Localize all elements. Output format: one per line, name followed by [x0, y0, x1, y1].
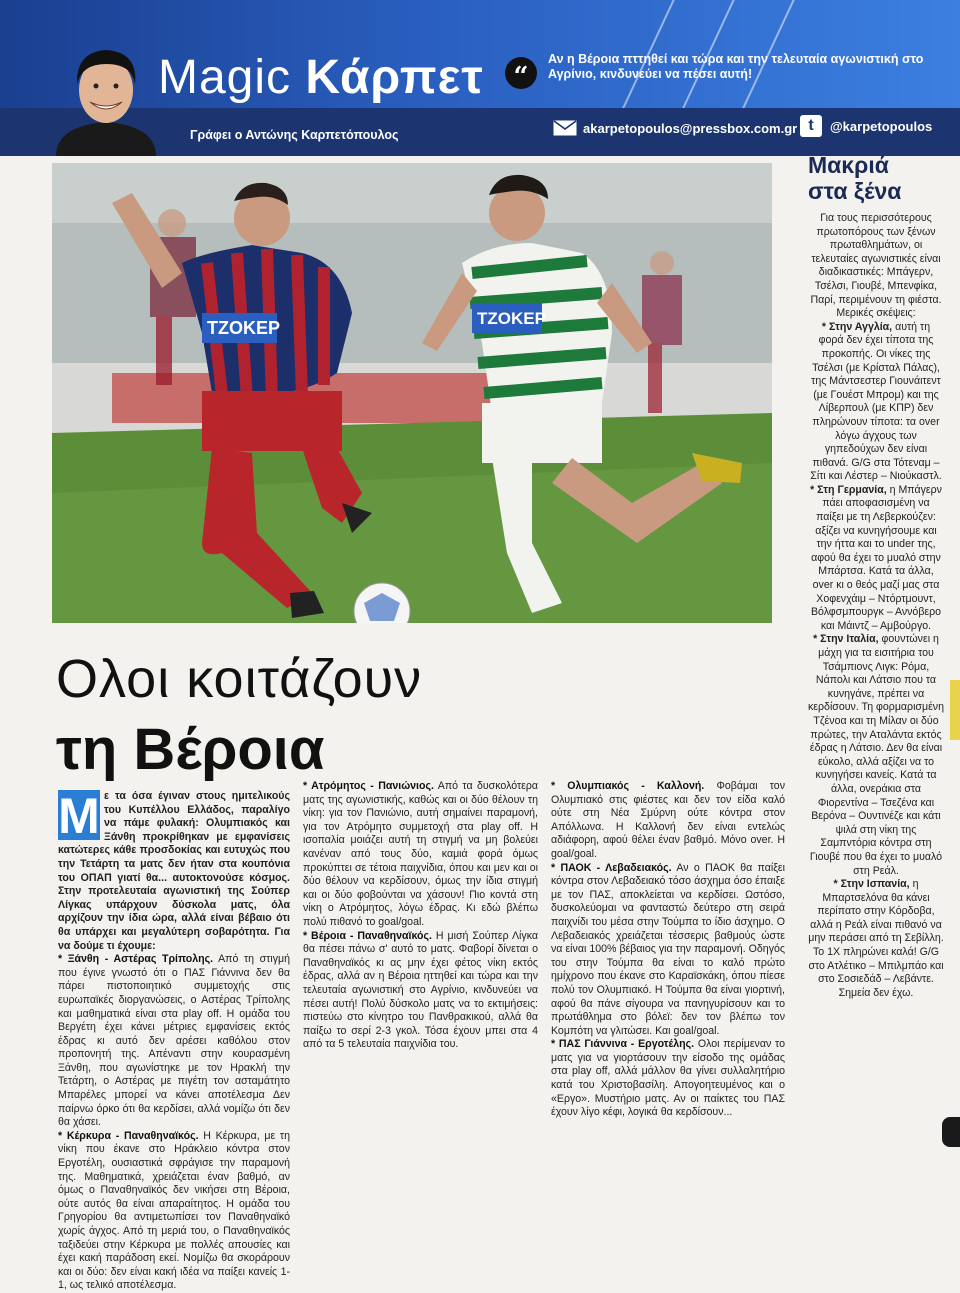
right-player-sponsor: ΤΖΟΚΕΡ [477, 309, 546, 328]
article-column-1 [58, 790, 290, 1293]
article-paragraph [303, 930, 538, 1052]
article-paragraph [58, 953, 290, 1130]
paragraph-text: Από τη στιγμή που έγινε γνωστό ότι ο ΠΑΣ Γιάννινα δεν θα πάρει πιστοποιητικό συμμετοχής στις ευρωπαϊκές διοργανώσεις, ο Αστέρας Τρίπολης και μαθηματικά είναι στα play off. Η ομάδα του Βεργέτη έχει κάνει μέτριες εμφανίσεις εκτός έδρας κι αυτό δεν αρέσει καθόλου στον προπονητή της. Απέναντι στην κουρασμένη Ξάνθη, που αγωνίστηκε με τον Ηρακλή την Τετάρτη, ο Αστέρας με πιγέτη τον ασταμάτητο Μπαρέλες μπορεί να κάνει αποτέλεσμα Δεν παίρνω όρκο ότι θα κερδίσει, αλλά νομίζω ότι δεν θα χάσει. [58, 953, 291, 1129]
article-column-3 [551, 780, 785, 1120]
sidebar-paragraph [808, 878, 944, 1000]
sidebar-paragraph-title: * Στην Ισπανία, [833, 878, 910, 891]
sidebar-paragraph-text: αυτή τη φορά δεν έχει τίποτα της προκοπής. Οι νίκες της Τσέλσι (με Κρίσταλ Πάλας), της Μάντσεστερ Γιουνάιτεντ (με Γουέστ Μπρομ) και της Λίβερπουλ (με ΚΠΡ) δεν πληρώνουν τίποτα: τα over λόγω άγχους των γηπεδούχων δεν είναι πιθανά. G/G στα Τότεναμ – Σίτι και Λέστερ – Νιούκαστλ. [810, 320, 942, 483]
sidebar-paragraph [808, 484, 944, 634]
paragraph-title: * Ολυμπιακός - Καλλονή. [551, 780, 705, 792]
match-photo [52, 163, 772, 623]
article-paragraph [303, 780, 538, 930]
sidebar-paragraph-title: * Στην Αγγλία, [821, 320, 893, 333]
sidebar-intro: Για τους περισσότερους πρωτοπόρους των ξένων πρωταθλημάτων, οι τελευταίες αγωνιστικές είναι διαδικαστικές: Μπάγερν, Τσέλσι, Γιουβέ, Μπενφίκα, Παρί, περιμένουν τη φιέστα. Μερικές σκέψεις: [810, 212, 942, 320]
quote-icon: “ [505, 57, 537, 89]
sidebar-paragraph-text: η Μπαρτσελόνα θα κάνει περίπατο στην Κόρδοβα, αλλά η Ρεάλ είναι πιθανό να μην περάσει από τη Σεβίλλη. Το 1X πληρώνει καλά! G/G στο Ατλέτικο – Μπιλμπάο και στο Σοσιεδάδ – Λεβάντε. Σημεία δεν έχω. [808, 878, 944, 999]
column-brand [158, 50, 484, 105]
paragraph-title: * Κέρκυρα - Παναθηναϊκός. [58, 1129, 199, 1142]
article-paragraph [551, 1038, 785, 1120]
envelope-icon [553, 120, 577, 136]
page-edge-marker [950, 680, 960, 740]
twitter-handle: @karpetopoulos [830, 118, 933, 134]
sidebar-paragraph-text: η Μπάγερν πάει αποφασισμένη να παίξει με τη Λεβερκούζεν: αξίζει να κυνηγήσουμε και την ήττα και το under της, αφού θα έχει το μυαλό στην Μπάρτσα. Κατά τα άλλα, over κι ο θεός μαζί μας στα Χοφενχάιμ – Ντόρτμουντ, Βόλφσμπουργκ – Αννόβερο και Μάιντζ – Αμβούργο. [810, 483, 942, 632]
drop-cap: Μ [58, 788, 100, 844]
columnist-photo [46, 40, 166, 156]
paragraph-text: Φοβάμαι τον Ολυμπιακό στις φιέστες και δεν τον είδα καλό ούτε στη Νέα Σμύρνη ούτε κόντρα στον Απόλλωνα. Η Καλλονή δεν είναι εντελώς αδιάφορη, αφού θέλει έναν βαθμό. Μόνο over. Η goal/goal. [551, 780, 785, 860]
paragraph-title: * Ξάνθη - Αστέρας Τρίπολης. [58, 953, 214, 966]
sidebar-text [808, 212, 944, 1000]
article-paragraph [551, 780, 785, 862]
paragraph-title: * Βέροια - Παναθηναϊκός. [303, 929, 432, 942]
twitter-icon: t [800, 115, 822, 137]
sidebar-title [808, 152, 901, 204]
paragraph-text: Από τα δυσκολότερα ματς της αγωνιστικής, καθώς και οι δύο θέλουν τη νίκη: για τον Πανιώνιο, αυτή σημαίνει παραμονή, για τον Ατρόμητο συμμετοχή στα play off. Η ισοπαλία μοιάζει αυτή τη στιγμή να μη βολεύει κανέναν από τους δύο, καμιά φορά όμως προκύπτει σε τέτοια παιχνίδια, όπου και μεν και οι δύο θέλουν να κερδίσουν, όμως την ίδια στιγμή και οι δύο φοβούνται να χάσουν! Πιο κοντά στη νίκη ο Ατρόμητος, λόγω έδρας. Κι εδώ βλέπω πολύ πιθανό το goal/goal. [303, 780, 539, 928]
paragraph-text: Η Κέρκυρα, με τη νίκη που έκανε στο Ηράκλειο κόντρα στον Εργοτέλη, ουσιαστικά σφράγισε την παραμονή της. Μαθηματικά, χρειάζεται έναν βαθμό, αν όμως ο Παναθηναϊκός δεν νικήσει στη Βέροια, ούτε αυτός θα είναι απαραίτητος. Η ομάδα του Γρηγορίου θα αντιμετωπίσει τον Παναθηναϊκό χωρίς άγχος. Από τη μεριά του, ο Παναθηναϊκός ταξιδεύει στην Κέρκυρα με πολλές απουσίες και έχει κακή παράδοση εκεί. Νομίζω θα σκοράρουν και οι δύο: δεν είναι κακή ιδέα να παίξει κανείς 1-1, ως τελικό αποτέλεσμα. [58, 1129, 291, 1292]
headline-line-2: τη Βέροια [56, 717, 325, 782]
paragraph-title: * ΠΑΟΚ - Λεβαδειακός. [551, 861, 672, 874]
byline: Γράφει ο Αντώνης Καρπετόπουλος [190, 128, 399, 142]
headline-line-1: Ολοι κοιτάζουν [56, 649, 423, 709]
sidebar-paragraph [808, 321, 944, 484]
sidebar-paragraph-title: * Στην Ιταλία, [813, 633, 879, 646]
article-lead: ε τα όσα έγιναν στους ημιτελικούς του Κυπέλλου Ελλάδος, παραλίγο να πάμε φυλακή: Ολυμπιακός και Ξάνθη προκρίθηκαν με εμφανίσεις κατώτερες κάθε προσδοκίας και ευτυχώς που την Τετάρτη τα ματς δεν ήταν στα κουπόνια του ΟΠΑΠ γιατί θα... αυτοκτονούσε κόσμος. Στην προτελευταία αγωνιστική της Σούπερ Λίγκας υπάρχουν δύσκολα ματς, όλα αρχίζουν την ίδια ώρα, αλλά είναι βέβαιο ότι θα υπάρχει και μεγαλύτερη σοβαρότητα. Για να δούμε τι έχουμε: [58, 790, 290, 952]
article-paragraph [551, 862, 785, 1039]
sidebar-title-line-1: Μακριά [808, 152, 889, 178]
sidebar-paragraph-title: * Στη Γερμανία, [810, 483, 887, 496]
brand-bold-text: Κάρπετ [305, 51, 484, 104]
sidebar-paragraph-text: φουντώνει η μάχη για τα εισιτήρια του Τσάμπιονς Λιγκ: Ρόμα, Νάπολι και Λάτσιο που τα κυνηγάνε, πρέπει να κερδίσουν. Τη φορμαρισμένη Τζένοα και τη Μίλαν οι δύο πρώτες, την Αταλάντα εκτός έδρας η Λάτσιο. Δεν θα είναι εύκολο, αλλά αξίζει να το κυνηγήσει κανείς. Κατά τα άλλα, ονεράκια στα Φιορεντίνα – Τσεζένα και Βερόνα – Ουντινέζε και κάτι ψιλά στη νίκη της Σαμπντόρια κόντρα στη Γιουβέ που θα έχει το μυαλό στη Ρεάλ. [808, 633, 944, 877]
paragraph-title: * ΠΑΣ Γιάννινα - Εργοτέλης. [551, 1038, 695, 1051]
paragraph-title: * Ατρόμητος - Πανιώνιος. [303, 780, 434, 792]
sidebar-title-line-2: στα ξένα [808, 178, 902, 204]
article-paragraph [58, 1130, 290, 1293]
twitter-contact [800, 115, 932, 137]
paragraph-text: Αν ο ΠΑΟΚ θα παίξει κόντρα στον Λεβαδειακό τόσο άσχημα όσο έπαιξε με τον ΠΑΣ, αποκλείεται να κερδίσει. Ωστόσο, δυσκολεύομαι να φανταστώ δεύτερο στη σειρά παιχνίδι του μέσα στην Τούμπα το ίδιο άσχημο. Ο Λεβαδειακός χρειάζεται τέσσερις βαθμούς ώστε να είναι 100% βέβαιος για την παραμονή. Οδηγός του στην Τούμπα θα είναι το καλό πρώτο ημίχρονο που έκανε στο Καραϊσκάκη, όπου πίεσε πολύ τον Ολυμπιακό. Η Τούμπα θα είναι γιορτινή, αφού θα πάνε σίγουρα να πανηγυρίσουν και το πρωτάθλημα στο βόλεϊ: δεν τον βλέπω τον Κομπότη να γλιτώσει. Και goal/goal. [551, 861, 786, 1037]
left-player-sponsor: ΤΖΟΚΕΡ [207, 318, 281, 338]
page-tab [942, 1117, 960, 1147]
email-text: akarpetopoulos@pressbox.com.gr [583, 120, 798, 136]
paragraph-text: Ολοι περίμεναν το ματς για να γιορτάσουν την είσοδο της ομάδας στα play off, αλλά μάλλον θα γίνει συλλαλητήριο κατά του Χριστοβασίλη. Απογοητευμένος και ο «Εργο». Μυστήριο ματς. Αν οι παίκτες του ΠΑΣ έχουν λίγο κέφι, λογικά θα κερδίσουν... [551, 1038, 785, 1119]
paragraph-text: Η μισή Σούπερ Λίγκα θα πέσει πάνω σ' αυτό το ματς. Φαβορί δίνεται ο Παναθηναϊκός κι ας μην έχει φέτος νίκη εκτός έδρας, αλλά αν η Βέροια ηττηθεί και τώρα και την τελευταία αγωνιστική στο Αγρίνιο, κινδυνεύει να πέσει αυτή! Πολύ δύσκολο ματς να το εκτιμήσεις: πιστεύω στο κίνητρο του Πανθρακικού, αλλά θα παίξω το σερί 2-3 γκολ. Τόσα έχουν μπει στα 4 από τα 5 τελευταία παιχνίδια του. [303, 929, 539, 1051]
pull-quote: Αν η Βέροια πττηθεί και τώρα και την τελευταία αγωνιστική στο Αγρίνιο, κινδυνεύει να πέσει αυτή! [548, 52, 924, 81]
brand-light-text: Magic [158, 51, 292, 104]
sidebar-paragraph [808, 633, 944, 878]
email-contact [553, 120, 797, 136]
article-column-2 [303, 780, 538, 1052]
